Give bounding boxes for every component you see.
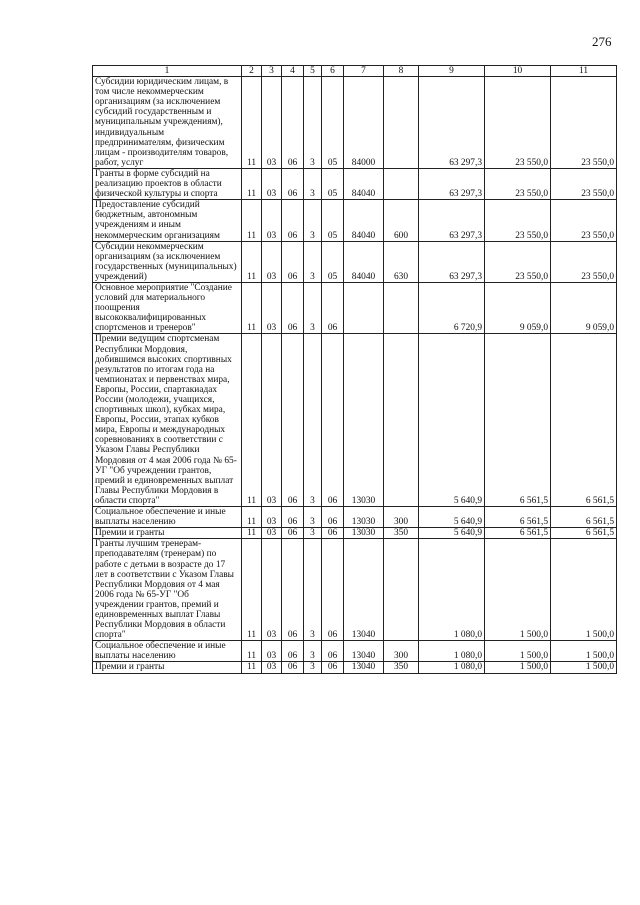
page-number: 276 <box>592 34 612 49</box>
table-cell: 06 <box>282 77 304 169</box>
table-cell: 1 500,0 <box>485 539 551 641</box>
table-cell: 05 <box>322 241 344 282</box>
column-header: 7 <box>344 66 384 77</box>
table-cell: 63 297,3 <box>419 200 485 241</box>
table-cell: 03 <box>262 641 282 662</box>
table-cell: 3 <box>304 200 322 241</box>
table-cell: 63 297,3 <box>419 241 485 282</box>
table-cell: 06 <box>282 507 304 528</box>
table-row <box>93 241 617 282</box>
table-cell: 06 <box>282 334 304 507</box>
table-cell: 06 <box>322 334 344 507</box>
row-label: Гранты лучшим тренерам-преподавателям (тренерам) по работе с детьми в возрасте до 17 лет в соответствии с Указом Главы Республики Мордовия от 4 мая 2006 года № 65-УГ "Об учреждении грантов, премий и единовременных выплат Главы Республики Мордовия в области спорта" <box>93 539 242 641</box>
table-cell: 05 <box>322 77 344 169</box>
table-cell: 06 <box>322 528 344 539</box>
table-cell: 03 <box>262 662 282 673</box>
table-cell: 84040 <box>344 241 384 282</box>
table-cell: 6 561,5 <box>551 334 617 507</box>
table-cell: 6 561,5 <box>485 334 551 507</box>
column-header: 8 <box>384 66 419 77</box>
table-cell: 03 <box>262 282 282 333</box>
table-cell: 630 <box>384 241 419 282</box>
table-cell: 23 550,0 <box>485 200 551 241</box>
table-cell: 11 <box>242 200 262 241</box>
table-cell: 11 <box>242 77 262 169</box>
table-cell: 11 <box>242 282 262 333</box>
table-cell: 06 <box>282 528 304 539</box>
table-cell: 5 640,9 <box>419 507 485 528</box>
table-cell: 9 059,0 <box>485 282 551 333</box>
table-cell: 1 080,0 <box>419 641 485 662</box>
table-cell <box>384 168 419 199</box>
table-cell: 3 <box>304 507 322 528</box>
table-cell: 03 <box>262 507 282 528</box>
table-cell <box>384 282 419 333</box>
table-cell <box>384 334 419 507</box>
table-cell: 03 <box>262 168 282 199</box>
table-cell: 11 <box>242 168 262 199</box>
column-header: 2 <box>242 66 262 77</box>
table-cell: 06 <box>282 282 304 333</box>
table-cell: 23 550,0 <box>485 241 551 282</box>
row-label: Премии и гранты <box>93 662 242 673</box>
table-cell: 06 <box>322 662 344 673</box>
column-header: 4 <box>282 66 304 77</box>
table-cell: 13030 <box>344 528 384 539</box>
table-row <box>93 662 617 673</box>
table-cell: 3 <box>304 528 322 539</box>
table-cell: 6 561,5 <box>485 528 551 539</box>
table-cell: 03 <box>262 539 282 641</box>
table-cell: 3 <box>304 282 322 333</box>
table-cell: 6 720,9 <box>419 282 485 333</box>
table-cell: 06 <box>322 507 344 528</box>
column-header: 3 <box>262 66 282 77</box>
table-cell <box>344 282 384 333</box>
table-cell: 13040 <box>344 539 384 641</box>
table-cell: 11 <box>242 662 262 673</box>
table-cell: 300 <box>384 507 419 528</box>
budget-table <box>92 65 617 674</box>
table-row <box>93 539 617 641</box>
row-label: Гранты в форме субсидий на реализацию проектов в области физической культуры и спорта <box>93 168 242 199</box>
table-cell: 23 550,0 <box>551 241 617 282</box>
table-cell: 1 500,0 <box>551 539 617 641</box>
row-label: Предоставление субсидий бюджетным, автономным учреждениям и иным некоммерческим организациям <box>93 200 242 241</box>
table-cell: 3 <box>304 539 322 641</box>
table-cell: 5 640,9 <box>419 334 485 507</box>
table-cell: 1 500,0 <box>551 662 617 673</box>
table-cell: 06 <box>282 168 304 199</box>
table-row <box>93 168 617 199</box>
table-cell: 350 <box>384 662 419 673</box>
table-cell: 1 080,0 <box>419 662 485 673</box>
table-cell: 3 <box>304 168 322 199</box>
table-cell: 350 <box>384 528 419 539</box>
table-cell: 03 <box>262 200 282 241</box>
row-label: Основное мероприятие "Создание условий для материального поощрения высококвалифицированных спортсменов и тренеров" <box>93 282 242 333</box>
table-cell: 03 <box>262 241 282 282</box>
table-cell: 06 <box>322 539 344 641</box>
table-cell: 600 <box>384 200 419 241</box>
table-cell: 11 <box>242 528 262 539</box>
table-cell: 6 561,5 <box>551 528 617 539</box>
table-cell: 23 550,0 <box>551 200 617 241</box>
table-cell <box>384 77 419 169</box>
table-cell: 06 <box>322 282 344 333</box>
table-row <box>93 528 617 539</box>
column-header: 6 <box>322 66 344 77</box>
table-cell: 11 <box>242 241 262 282</box>
table-cell: 3 <box>304 334 322 507</box>
table-cell: 84040 <box>344 200 384 241</box>
table-row <box>93 507 617 528</box>
column-header: 10 <box>485 66 551 77</box>
table-row <box>93 200 617 241</box>
table-cell: 06 <box>282 641 304 662</box>
table-cell: 05 <box>322 200 344 241</box>
table-cell: 1 500,0 <box>485 662 551 673</box>
table-cell: 3 <box>304 77 322 169</box>
table-cell: 63 297,3 <box>419 168 485 199</box>
row-label: Премии ведущим спортсменам Республики Мордовия, добившимся высоких спортивных результатов по итогам года на чемпионатах и первенствах мира, Европы, России, спартакиадах России (молодежи, учащихся, спортивных школ), кубках мира, Европы, России, этапах кубков мира, Европы и международных соревнованиях в соответствии с Указом Главы Республики Мордовия от 4 мая 2006 года № 65-УГ "Об учреждении грантов, премий и единовременных выплат Главы Республики Мордовия в области спорта" <box>93 334 242 507</box>
table-cell: 06 <box>282 241 304 282</box>
table-cell: 23 550,0 <box>485 77 551 169</box>
table-cell: 05 <box>322 168 344 199</box>
table-cell: 6 561,5 <box>485 507 551 528</box>
header-row <box>93 66 617 77</box>
table-cell: 9 059,0 <box>551 282 617 333</box>
table-row <box>93 641 617 662</box>
table-cell: 13040 <box>344 662 384 673</box>
table-cell: 3 <box>304 241 322 282</box>
table-cell: 06 <box>282 200 304 241</box>
row-label: Премии и гранты <box>93 528 242 539</box>
table-cell: 03 <box>262 77 282 169</box>
table-cell: 13030 <box>344 334 384 507</box>
column-header: 11 <box>551 66 617 77</box>
row-label: Субсидии некоммерческим организациям (за исключением государственных (муниципальных) учреждений) <box>93 241 242 282</box>
table-cell: 13040 <box>344 641 384 662</box>
table-cell: 84040 <box>344 168 384 199</box>
row-label: Социальное обеспечение и иные выплаты населению <box>93 641 242 662</box>
table-cell: 11 <box>242 539 262 641</box>
table-cell <box>384 539 419 641</box>
table-cell: 13030 <box>344 507 384 528</box>
table-cell: 11 <box>242 507 262 528</box>
table-cell: 06 <box>322 641 344 662</box>
table-cell: 23 550,0 <box>551 168 617 199</box>
table-row <box>93 77 617 169</box>
table-cell: 6 561,5 <box>551 507 617 528</box>
column-header: 5 <box>304 66 322 77</box>
table-cell: 300 <box>384 641 419 662</box>
table-cell: 5 640,9 <box>419 528 485 539</box>
table-cell: 03 <box>262 528 282 539</box>
table-cell: 06 <box>282 539 304 641</box>
table-cell: 11 <box>242 334 262 507</box>
column-header: 9 <box>419 66 485 77</box>
table-cell: 11 <box>242 641 262 662</box>
table-cell: 1 080,0 <box>419 539 485 641</box>
table-cell: 06 <box>282 662 304 673</box>
table-cell: 03 <box>262 334 282 507</box>
table-row <box>93 334 617 507</box>
table-row <box>93 282 617 333</box>
table-cell: 1 500,0 <box>551 641 617 662</box>
table-cell: 63 297,3 <box>419 77 485 169</box>
table-cell: 3 <box>304 641 322 662</box>
table-cell: 1 500,0 <box>485 641 551 662</box>
table-cell: 3 <box>304 662 322 673</box>
column-header: 1 <box>93 66 242 77</box>
budget-table-body <box>93 77 617 673</box>
table-cell: 23 550,0 <box>551 77 617 169</box>
table-cell: 84000 <box>344 77 384 169</box>
row-label: Субсидии юридическим лицам, в том числе некоммерческим организациям (за исключением субсидий государственным и муниципальным учреждениям), индивидуальным предпринимателям, физическим лицам - производителям товаров, работ, услуг <box>93 77 242 169</box>
table-cell: 23 550,0 <box>485 168 551 199</box>
row-label: Социальное обеспечение и иные выплаты населению <box>93 507 242 528</box>
